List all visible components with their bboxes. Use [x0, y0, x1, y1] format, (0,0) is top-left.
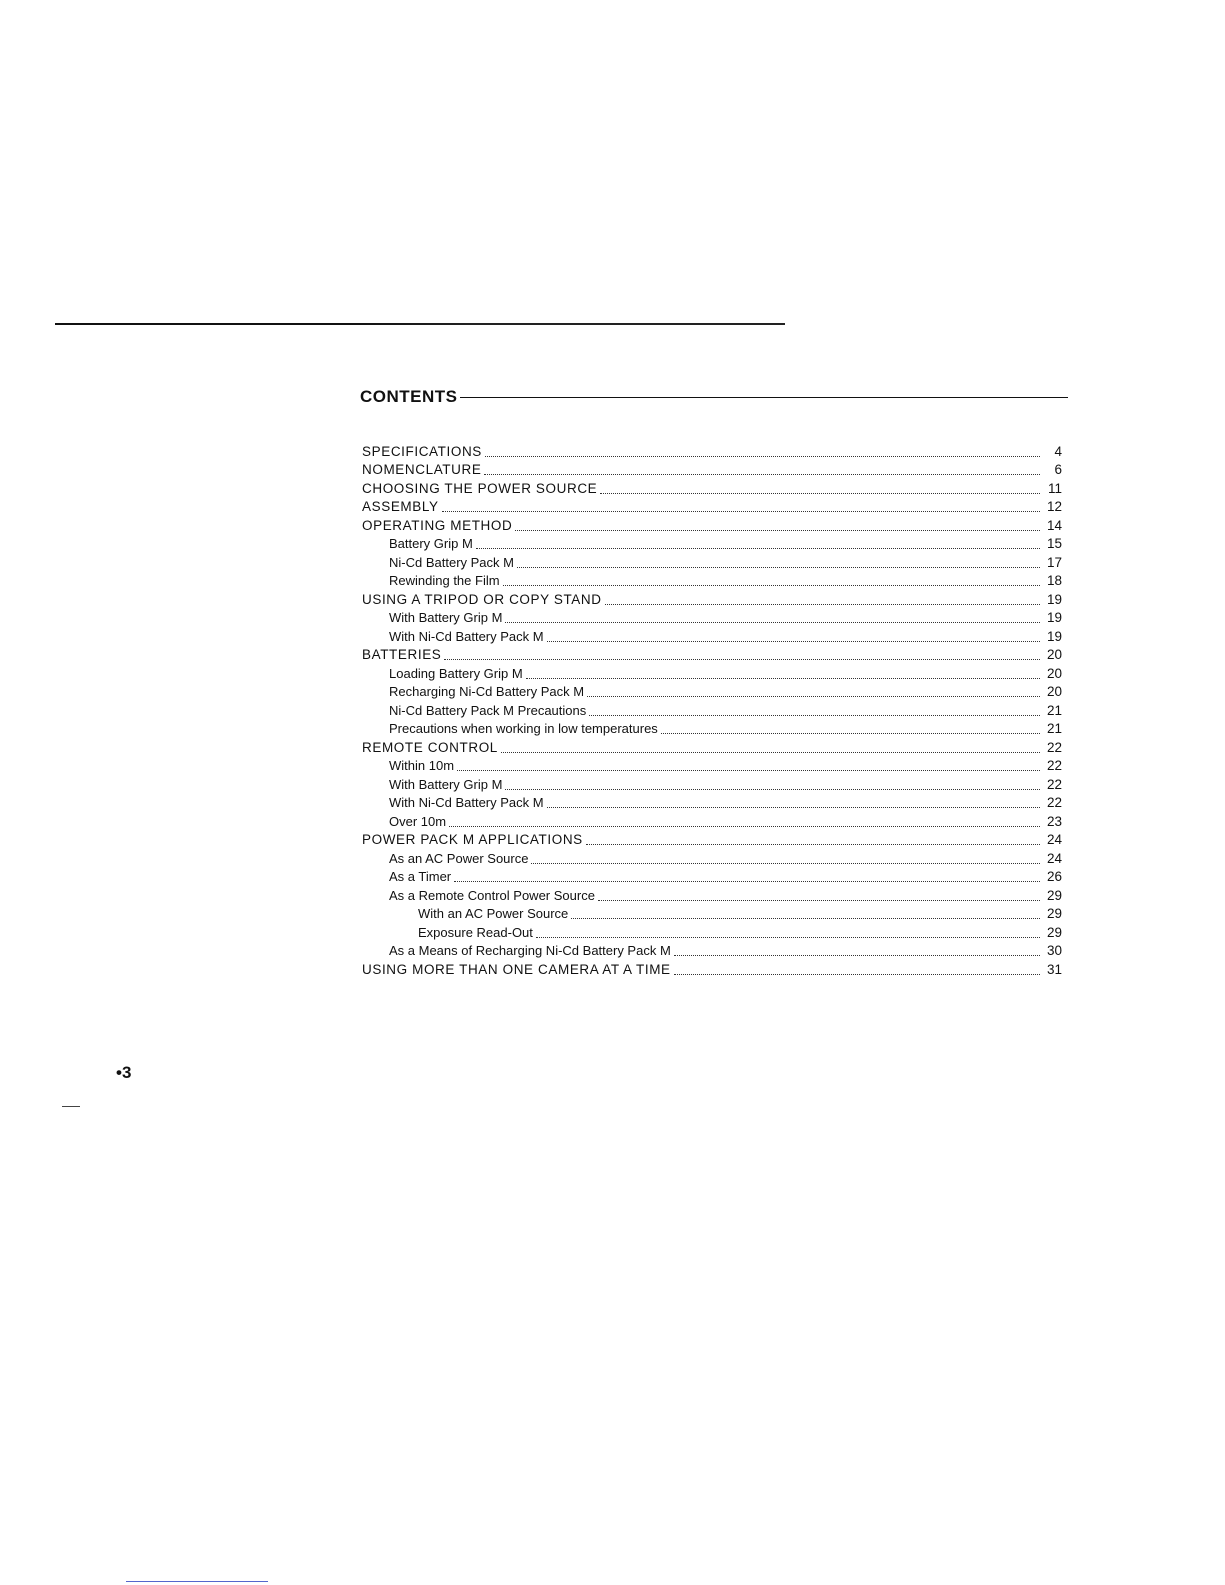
toc-entry-page: 20: [1046, 647, 1062, 662]
toc-entry[interactable]: [362, 571, 1062, 590]
toc-dot-leader: [505, 789, 1040, 790]
toc-entry[interactable]: [362, 608, 1062, 627]
toc-dot-leader: [587, 696, 1040, 697]
toc-entry-label: With Ni-Cd Battery Pack M: [389, 628, 544, 644]
toc-entry[interactable]: [362, 645, 1062, 664]
toc-dot-leader: [674, 955, 1040, 956]
toc-entry-page: 29: [1046, 887, 1062, 903]
toc-entry[interactable]: [362, 774, 1062, 793]
toc-dot-leader: [526, 678, 1040, 679]
toc-dot-leader: [531, 863, 1040, 864]
toc-entry-label: Recharging Ni-Cd Battery Pack M: [389, 684, 585, 699]
page-number: •3: [116, 1063, 132, 1082]
toc-entry[interactable]: [362, 756, 1062, 775]
contents-title-rule: [460, 397, 1069, 398]
toc-dot-leader: [536, 937, 1040, 938]
toc-entry[interactable]: [362, 848, 1062, 867]
toc-entry-label: BATTERIES: [362, 647, 442, 662]
toc-entry[interactable]: [362, 700, 1062, 719]
toc-dot-leader: [571, 918, 1040, 919]
toc-dot-leader: [589, 715, 1040, 716]
top-horizontal-rule: [55, 323, 785, 325]
toc-entry-label: REMOTE CONTROL: [362, 739, 498, 755]
toc-entry[interactable]: [362, 534, 1062, 553]
toc-entry-page: 12: [1046, 499, 1062, 514]
toc-dot-leader: [517, 567, 1040, 568]
toc-entry-label: Loading Battery Grip M: [389, 665, 523, 681]
toc-entry-page: 24: [1046, 832, 1062, 847]
toc-entry-label: POWER PACK M APPLICATIONS: [362, 832, 583, 847]
toc-dot-leader: [457, 770, 1040, 771]
toc-dot-leader: [442, 511, 1040, 512]
toc-entry-page: 31: [1046, 961, 1062, 977]
toc-entry[interactable]: [362, 885, 1062, 904]
toc-entry[interactable]: [362, 867, 1062, 886]
toc-entry-label: Rewinding the Film: [389, 573, 500, 588]
toc-entry[interactable]: [362, 793, 1062, 812]
toc-entry[interactable]: [362, 441, 1062, 460]
toc-entry-label: With an AC Power Source: [418, 906, 569, 921]
toc-entry[interactable]: [362, 552, 1062, 571]
toc-entry-page: 22: [1046, 776, 1062, 792]
toc-dot-leader: [454, 881, 1040, 882]
toc-entry[interactable]: [362, 941, 1062, 960]
toc-entry[interactable]: [362, 515, 1062, 534]
toc-entry-page: 18: [1046, 573, 1062, 588]
toc-entry-label: With Battery Grip M: [389, 610, 503, 625]
toc-dot-leader: [476, 548, 1040, 549]
toc-entry-page: 14: [1046, 517, 1062, 533]
toc-entry-label: As a Means of Recharging Ni-Cd Battery Pack M: [389, 943, 671, 958]
toc-dot-leader: [547, 641, 1040, 642]
contents-header: [360, 386, 1068, 408]
toc-entry[interactable]: [362, 830, 1062, 849]
toc-entry[interactable]: [362, 460, 1062, 479]
toc-entry-page: 22: [1046, 758, 1062, 773]
toc-entry-label: Over 10m: [389, 813, 447, 829]
table-of-contents: [362, 441, 1062, 978]
toc-entry[interactable]: [362, 497, 1062, 516]
toc-entry-label: Exposure Read-Out: [418, 924, 533, 940]
toc-entry[interactable]: [362, 737, 1062, 756]
toc-entry-label: Ni-Cd Battery Pack M Precautions: [389, 702, 587, 718]
toc-entry-label: With Battery Grip M: [389, 776, 503, 792]
toc-entry-page: 21: [1046, 702, 1062, 718]
toc-entry[interactable]: [362, 719, 1062, 738]
toc-entry-page: 20: [1046, 665, 1062, 681]
toc-entry-page: 19: [1046, 628, 1062, 644]
bottom-underline: [126, 1581, 268, 1582]
toc-dot-leader: [661, 733, 1040, 734]
toc-entry-page: 11: [1047, 480, 1062, 496]
toc-dot-leader: [449, 826, 1040, 827]
toc-entry-label: As a Remote Control Power Source: [389, 887, 595, 903]
toc-entry-label: As a Timer: [389, 869, 452, 884]
toc-entry-page: 19: [1046, 610, 1062, 625]
toc-entry-label: As an AC Power Source: [389, 850, 529, 866]
toc-entry-page: 4: [1054, 443, 1062, 459]
toc-entry-page: 19: [1046, 591, 1062, 607]
toc-entry-label: ASSEMBLY: [362, 499, 439, 514]
toc-dot-leader: [485, 456, 1040, 457]
toc-entry-label: SPECIFICATIONS: [362, 443, 482, 459]
toc-entry-page: 6: [1054, 462, 1062, 477]
toc-dot-leader: [505, 622, 1040, 623]
toc-entry-page: 29: [1046, 906, 1062, 921]
toc-entry-label: With Ni-Cd Battery Pack M: [389, 795, 544, 810]
toc-entry[interactable]: [362, 682, 1062, 701]
toc-entry-label: USING MORE THAN ONE CAMERA AT A TIME: [362, 961, 671, 977]
toc-dot-leader: [444, 659, 1040, 660]
toc-dot-leader: [501, 752, 1040, 753]
toc-entry[interactable]: [362, 811, 1062, 830]
toc-entry-label: OPERATING METHOD: [362, 517, 513, 533]
margin-mark: [62, 1106, 80, 1107]
toc-dot-leader: [586, 844, 1040, 845]
toc-dot-leader: [484, 474, 1040, 475]
toc-entry[interactable]: [362, 626, 1062, 645]
toc-entry[interactable]: [362, 663, 1062, 682]
toc-dot-leader: [598, 900, 1040, 901]
toc-entry-page: 17: [1046, 554, 1062, 570]
toc-entry-page: 26: [1046, 869, 1062, 884]
toc-entry-label: Battery Grip M: [389, 536, 473, 551]
toc-dot-leader: [503, 585, 1040, 586]
toc-entry[interactable]: [362, 922, 1062, 941]
toc-entry[interactable]: [362, 959, 1062, 978]
toc-dot-leader: [674, 974, 1040, 975]
toc-entry-page: 22: [1046, 795, 1062, 810]
toc-entry-page: 22: [1046, 739, 1062, 755]
toc-entry-page: 15: [1046, 536, 1062, 551]
toc-dot-leader: [605, 604, 1040, 605]
toc-entry-page: 24: [1046, 850, 1062, 866]
toc-entry-page: 20: [1046, 684, 1062, 699]
toc-dot-leader: [547, 807, 1040, 808]
toc-entry-label: CHOOSING THE POWER SOURCE: [362, 480, 598, 496]
toc-entry-label: USING A TRIPOD OR COPY STAND: [362, 591, 602, 607]
toc-entry-label: Ni-Cd Battery Pack M: [389, 554, 514, 570]
toc-dot-leader: [600, 493, 1040, 494]
toc-dot-leader: [515, 530, 1040, 531]
toc-entry-label: NOMENCLATURE: [362, 462, 482, 477]
toc-entry-page: 21: [1046, 721, 1062, 736]
toc-entry[interactable]: [362, 478, 1062, 497]
toc-entry-page: 30: [1046, 943, 1062, 958]
contents-title: CONTENTS: [360, 387, 458, 406]
toc-entry-label: Precautions when working in low temperatures: [389, 721, 658, 736]
toc-entry[interactable]: [362, 904, 1062, 923]
toc-entry[interactable]: [362, 589, 1062, 608]
toc-entry-page: 29: [1046, 924, 1062, 940]
toc-entry-page: 23: [1046, 813, 1062, 829]
toc-entry-label: Within 10m: [389, 758, 455, 773]
